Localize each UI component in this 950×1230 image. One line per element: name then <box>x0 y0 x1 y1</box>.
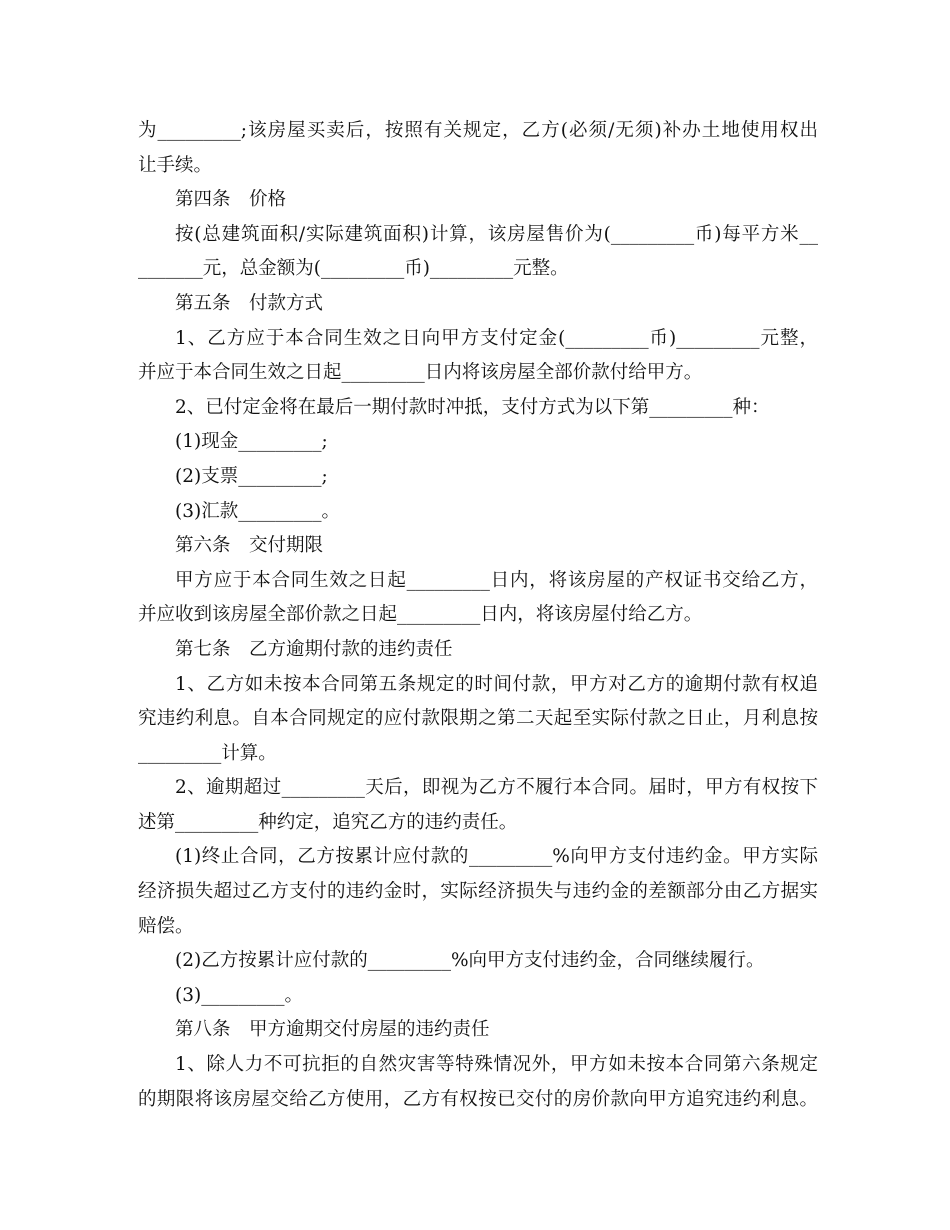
text-line: 第五条 付款方式 <box>175 292 324 314</box>
text-line: 2、已付定金将在最后一期付款时冲抵，支付方式为以下第_________种： <box>175 396 770 418</box>
text-line: (1)终止合同，乙方按累计应付款的_________%向甲方支付违约金。甲方实际 <box>175 846 818 868</box>
text-line: 2、逾期超过_________天后，即视为乙方不履行本合同。届时，甲方有权按下 <box>175 777 818 799</box>
text-line: (3)_________。 <box>175 984 303 1006</box>
text-line: (2)支票_________; <box>175 465 328 487</box>
text-line: 并应收到该房屋全部价款之日起_________日内，将该房屋付给乙方。 <box>138 604 703 626</box>
text-line: 1、乙方应于本合同生效之日向甲方支付定金(_________币)_________元整， <box>175 327 818 349</box>
text-line: _________计算。 <box>138 742 277 764</box>
text-line: (2)乙方按累计应付款的_________%向甲方支付违约金，合同继续履行。 <box>175 950 765 972</box>
contract-body <box>138 114 818 1117</box>
text-line: 的期限将该房屋交给乙方使用，乙方有权按已交付的房价款向甲方追究违约利息。 <box>138 1088 818 1110</box>
text-line: 第四条 价格 <box>175 189 287 211</box>
text-line: 让手续。 <box>138 154 213 176</box>
text-line: 1、除人力不可抗拒的自然灾害等特殊情况外，甲方如未按本合同第六条规定 <box>175 1054 818 1076</box>
text-line: 第六条 交付期限 <box>175 535 324 557</box>
text-line: 甲方应于本合同生效之日起_________日内，将该房屋的产权证书交给乙方， <box>175 569 818 591</box>
text-line: 1、乙方如未按本合同第五条规定的时间付款，甲方对乙方的逾期付款有权追 <box>175 673 818 695</box>
text-line: (3)汇款_________。 <box>175 500 340 522</box>
text-line: 第八条 甲方逾期交付房屋的违约责任 <box>175 1019 490 1041</box>
text-line: (1)现金_________; <box>175 431 328 453</box>
text-line: 为_________;该房屋买卖后，按照有关规定，乙方(必须/无须)补办土地使用权出 <box>138 120 818 141</box>
text-line: 经济损失超过乙方支付的违约金时，实际经济损失与违约金的差额部分由乙方据实 <box>138 881 818 903</box>
text-line: 按(总建筑面积/实际建筑面积)计算，该房屋售价为(_________币)每平方米__ <box>175 223 818 245</box>
text-line: 述第_________种约定，追究乙方的违约责任。 <box>138 811 518 833</box>
text-line: _______元，总金额为(_________币)_________元整。 <box>138 258 569 280</box>
text-line: 究违约利息。自本合同规定的应付款限期之第二天起至实际付款之日止，月利息按 <box>138 708 818 730</box>
text-line: 赔偿。 <box>138 915 194 937</box>
text-line: 并应于本合同生效之日起_________日内将该房屋全部价款付给甲方。 <box>138 362 703 384</box>
text-line: 第七条 乙方逾期付款的违约责任 <box>175 638 453 660</box>
